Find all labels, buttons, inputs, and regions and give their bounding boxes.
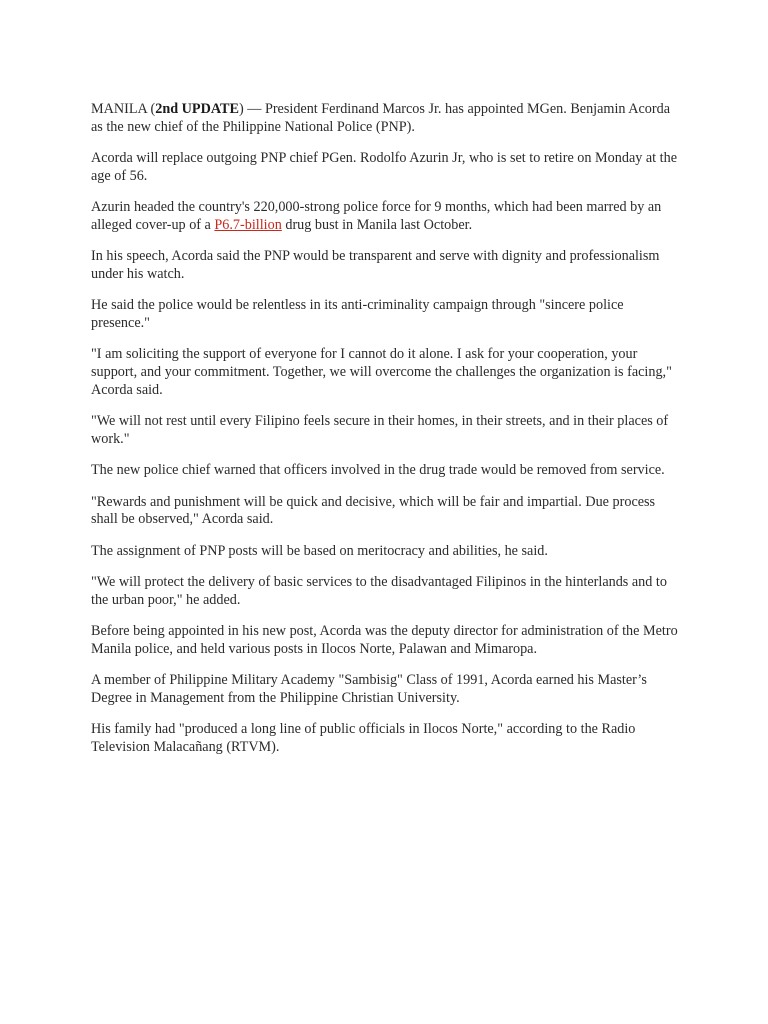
paragraph-3-before-link: Azurin headed the country's 220,000-strong police force for 9 months, which had been marred by an alleged cover-up of a (91, 199, 662, 233)
paragraph-2: Acorda will replace outgoing PNP chief PGen. Rodolfo Azurin Jr, who is set to retire on Monday at the age of 56. (91, 150, 677, 184)
paragraph-14: His family had "produced a long line of public officials in Ilocos Norte," according to the Radio Television Malacañang (RTVM). (91, 721, 636, 756)
article-lead-paragraph (91, 101, 683, 136)
dateline-start: MANILA ( (91, 101, 156, 117)
paragraph-8: The new police chief warned that officers involved in the drug trade would be removed from service. (91, 462, 665, 479)
paragraph-3 (91, 199, 683, 234)
paragraph-6: "I am soliciting the support of everyone for I cannot do it alone. I ask for your cooperation, your support, and your commitment. Together, we will overcome the challenges the organization is facing," Acorda said. (91, 346, 672, 398)
update-label: 2nd UPDATE (155, 101, 239, 117)
article-body (91, 101, 683, 771)
paragraph-10: The assignment of PNP posts will be based on meritocracy and abilities, he said. (91, 542, 548, 559)
lead-text: ) — President Ferdinand Marcos Jr. has appointed MGen. Benjamin Acorda as the new chief of the Philippine National Police (PNP). (91, 101, 670, 135)
paragraph-5: He said the police would be relentless in its anti-criminality campaign through "sincere police presence." (91, 297, 624, 331)
paragraph-4: In his speech, Acorda said the PNP would be transparent and serve with dignity and professionalism under his watch. (91, 248, 660, 282)
paragraph-11: "We will protect the delivery of basic services to the disadvantaged Filipinos in the hinterlands and to the urban poor," he added. (91, 574, 667, 608)
paragraph-7: "We will not rest until every Filipino feels secure in their homes, in their streets, and in their places of work." (91, 413, 669, 447)
paragraph-12: Before being appointed in his new post, Acorda was the deputy director for administration of the Metro Manila police, and held various posts in Ilocos Norte, Palawan and Mimaropa. (91, 623, 678, 657)
p6-7-billion-link[interactable]: P6.7-billion (214, 216, 282, 233)
paragraph-9: "Rewards and punishment will be quick and decisive, which will be fair and impartial. Due process shall be observed," Acorda said. (91, 493, 656, 528)
paragraph-13: A member of Philippine Military Academy "Sambisig" Class of 1991, Acorda earned his Master’s Degree in Management from the Philippine Christian University. (91, 672, 647, 706)
paragraph-3-after-link: drug bust in Manila last October. (281, 216, 473, 233)
